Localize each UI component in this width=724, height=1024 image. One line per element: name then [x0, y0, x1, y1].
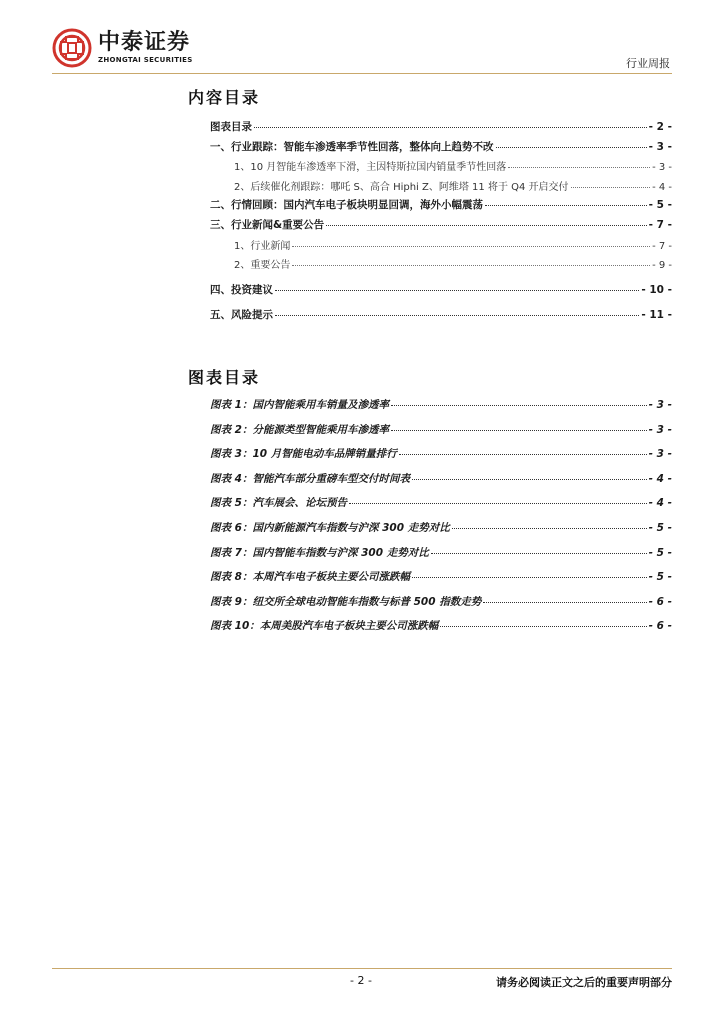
figure-leader-dots	[391, 420, 647, 431]
toc-entry-label: 五、风险提示	[210, 309, 273, 322]
toc-leader-dots	[254, 117, 647, 128]
figure-entry-page: - 5 -	[648, 571, 672, 584]
figure-entry-page: - 6 -	[648, 595, 672, 608]
figure-entry[interactable]	[210, 594, 672, 619]
figure-leader-dots	[483, 592, 646, 603]
toc-entry[interactable]	[210, 217, 672, 237]
toc-entry-label: 1、10 月智能车渗透率下滑，主因特斯拉国内销量季节性回落	[234, 162, 507, 174]
figure-entry[interactable]	[210, 471, 672, 496]
toc-entry-label: 四、投资建议	[210, 283, 273, 296]
figure-entry-label: 图表 3：10 月智能电动车品牌销量排行	[210, 448, 397, 461]
figure-entry-label: 图表 5：汽车展会、论坛预告	[210, 497, 347, 510]
toc-leader-dots	[292, 236, 650, 247]
figure-leader-dots	[431, 543, 647, 554]
toc-subentry[interactable]	[210, 237, 672, 257]
toc-entry-label: 二、行情回顾：国内汽车电子板块明显回调，海外小幅震荡	[210, 199, 483, 212]
figure-leader-dots	[391, 395, 647, 406]
toc-entry[interactable]	[210, 307, 672, 327]
toc-entry-page: - 7 -	[652, 240, 672, 252]
toc-leader-dots	[275, 280, 639, 291]
figure-entry-label: 图表 1：国内智能乘用车销量及渗透率	[210, 399, 389, 411]
figure-entry-page: - 4 -	[648, 472, 672, 485]
toc-entry-page: - 5 -	[648, 199, 672, 212]
toc-entry-page: - 11 -	[641, 309, 672, 322]
figure-entry-page: - 3 -	[648, 423, 672, 436]
figure-entry[interactable]	[210, 495, 672, 520]
toc-leader-dots	[485, 195, 647, 206]
toc-leader-dots	[508, 157, 650, 168]
toc-entry-label: 2、重要公告	[234, 260, 291, 272]
figure-entry[interactable]	[210, 618, 672, 643]
toc-entry[interactable]	[210, 139, 672, 159]
zhongtai-logo-icon	[52, 28, 92, 68]
figure-entry[interactable]	[210, 569, 672, 594]
figure-leader-dots	[399, 444, 647, 455]
figure-entry-label: 图表 8：本周汽车电子板块主要公司涨跌幅	[210, 571, 410, 584]
figure-list	[210, 397, 672, 643]
toc-entry-page: - 2 -	[648, 121, 672, 133]
figure-entry[interactable]	[210, 545, 672, 570]
figure-leader-dots	[412, 469, 647, 480]
toc-leader-dots	[571, 177, 651, 188]
toc-title: 内容目录	[188, 88, 261, 107]
figure-entry-label: 图表 9：纽交所全球电动智能车指数与标普 500 指数走势	[210, 595, 482, 608]
toc-entry-page: - 3 -	[652, 162, 672, 174]
toc-leader-dots	[292, 255, 650, 266]
toc-entry-label: 三、行业新闻&重要公告	[210, 218, 325, 231]
report-type: 行业周报	[626, 57, 670, 70]
figure-entry-label: 图表 2：分能源类型智能乘用车渗透率	[210, 423, 389, 436]
toc-entry-page: - 10 -	[641, 283, 672, 296]
footer-disclaimer: 请务必阅读正文之后的重要声明部分	[496, 976, 672, 989]
figure-entry-label: 图表 6：国内新能源汽车指数与沪深 300 走势对比	[210, 521, 450, 534]
toc-list	[210, 119, 672, 327]
figure-entry[interactable]	[210, 397, 672, 422]
toc-entry-label: 1、行业新闻	[234, 240, 291, 252]
figure-entry-page: - 3 -	[648, 399, 672, 411]
company-logo	[52, 28, 193, 68]
toc-leader-dots	[326, 215, 646, 226]
figure-leader-dots	[452, 518, 647, 529]
toc-entry-page: - 7 -	[648, 218, 672, 231]
toc-entry-label: 一、行业跟踪：智能车渗透率季节性回落，整体向上趋势不改	[210, 140, 494, 153]
logo-english-name: ZHONGTAI SECURITIES	[98, 56, 193, 64]
figure-entry-page: - 5 -	[648, 546, 672, 559]
toc-entry-label: 2、后续催化剂跟踪：哪吒 S、高合 Hiphi Z、阿维塔 11 将于 Q4 开启交付	[234, 181, 569, 193]
figure-entry-page: - 6 -	[648, 620, 672, 633]
figure-entry-label: 图表 7：国内智能车指数与沪深 300 走势对比	[210, 546, 429, 559]
toc-subentry[interactable]	[210, 256, 672, 276]
figure-entry-page: - 4 -	[648, 497, 672, 510]
figure-leader-dots	[412, 567, 647, 578]
toc-entry-page: - 9 -	[652, 260, 672, 272]
figure-entry-page: - 5 -	[648, 521, 672, 534]
figure-entry-label: 图表 4：智能汽车部分重磅车型交付时间表	[210, 472, 410, 485]
figure-entry[interactable]	[210, 520, 672, 545]
toc-subentry[interactable]	[210, 158, 672, 178]
header-divider	[52, 73, 672, 74]
toc-entry[interactable]	[210, 282, 672, 302]
toc-entry-page: - 4 -	[652, 181, 672, 193]
toc-leader-dots	[496, 137, 647, 148]
figure-list-title: 图表目录	[188, 368, 261, 387]
figure-entry-page: - 3 -	[648, 448, 672, 461]
page-number: - 2 -	[350, 974, 372, 987]
footer-divider	[52, 968, 672, 969]
toc-leader-dots	[275, 305, 639, 316]
toc-entry-label: 图表目录	[210, 121, 252, 133]
figure-leader-dots	[440, 616, 646, 627]
figure-leader-dots	[349, 493, 647, 504]
logo-chinese-name: 中泰证券	[98, 30, 191, 55]
figure-entry-label: 图表 10：本周美股汽车电子板块主要公司涨跌幅	[210, 620, 439, 633]
figure-entry[interactable]	[210, 446, 672, 471]
toc-entry-page: - 3 -	[648, 140, 672, 153]
figure-entry[interactable]	[210, 422, 672, 447]
